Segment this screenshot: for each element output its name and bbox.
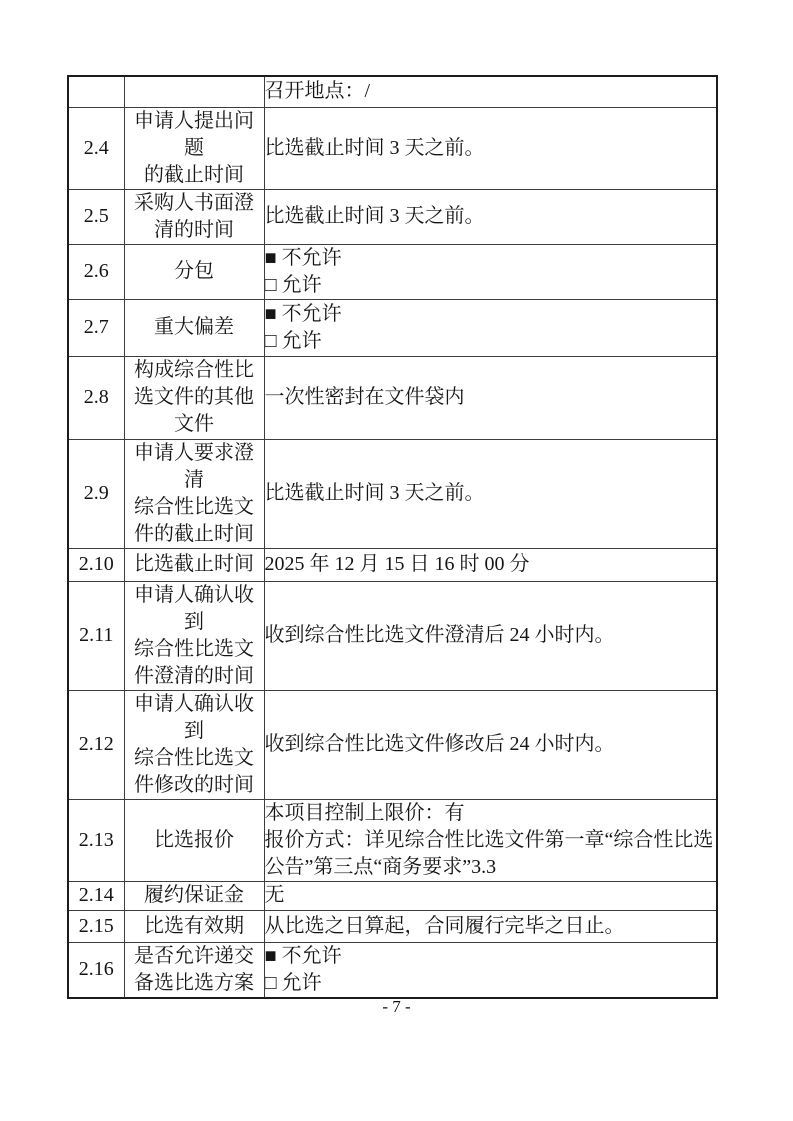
row-label: 比选截止时间 <box>124 548 264 581</box>
row-number <box>68 76 124 107</box>
content-line: 收到综合性比选文件澄清后 24 小时内。 <box>264 624 615 646</box>
row-content <box>264 244 717 299</box>
table-row <box>68 244 717 299</box>
content-line: 比选截止时间 3 天之前。 <box>264 136 485 159</box>
content-line: ■ 不允许 <box>264 246 342 269</box>
content-line: 收到综合性比选文件修改后 24 小时内。 <box>264 733 615 755</box>
table-body <box>68 76 717 998</box>
row-content <box>264 581 717 690</box>
content-line: 比选截止时间 3 天之前。 <box>264 205 485 227</box>
content-line: 从比选之日算起，合同履行完毕之日止。 <box>264 914 625 937</box>
content-line: 比选截止时间 3 天之前。 <box>264 482 485 504</box>
content-line: 召开地点：/ <box>264 80 371 103</box>
row-label: 分包 <box>124 244 264 299</box>
row-label: 履约保证金 <box>124 881 264 910</box>
row-number: 2.4 <box>68 107 124 189</box>
content-line: 本项目控制上限价：有 <box>264 801 465 824</box>
page-number: - 7 - <box>382 997 411 1016</box>
bid-conditions-table <box>67 75 718 999</box>
row-number: 2.13 <box>68 799 124 881</box>
row-label: 申请人提出问 题 的截止时间 <box>124 107 264 189</box>
content-line: ■ 不允许 <box>264 302 342 325</box>
row-label: 采购人书面澄 清的时间 <box>124 189 264 244</box>
row-label: 申请人确认收 到 综合性比选文 件修改的时间 <box>124 690 264 799</box>
row-label: 比选报价 <box>124 799 264 881</box>
table-row <box>68 107 717 189</box>
row-content <box>264 548 717 581</box>
row-number: 2.14 <box>68 881 124 910</box>
row-label: 申请人要求澄 清 综合性比选文 件的截止时间 <box>124 439 264 548</box>
table-row <box>68 439 717 548</box>
row-content <box>264 439 717 548</box>
row-label <box>124 76 264 107</box>
table-row <box>68 799 717 881</box>
row-number: 2.10 <box>68 548 124 581</box>
row-content <box>264 76 717 107</box>
content-line: □ 允许 <box>264 971 322 994</box>
row-content <box>264 690 717 799</box>
row-content <box>264 189 717 244</box>
table-row <box>68 189 717 244</box>
row-label: 构成综合性比 选文件的其他 文件 <box>124 356 264 439</box>
row-content <box>264 799 717 881</box>
table-row <box>68 910 717 942</box>
row-content <box>264 910 717 942</box>
row-label: 重大偏差 <box>124 299 264 356</box>
row-content <box>264 942 717 998</box>
table-row <box>68 548 717 581</box>
row-number: 2.12 <box>68 690 124 799</box>
content-line: □ 允许 <box>264 329 322 352</box>
row-content <box>264 881 717 910</box>
table-row <box>68 942 717 998</box>
table-row <box>68 356 717 439</box>
content-line: ■ 不允许 <box>264 944 342 967</box>
table-row <box>68 76 717 107</box>
row-number: 2.16 <box>68 942 124 998</box>
row-number: 2.7 <box>68 299 124 356</box>
row-label: 比选有效期 <box>124 910 264 942</box>
table-row <box>68 881 717 910</box>
row-content <box>264 299 717 356</box>
row-content <box>264 107 717 189</box>
row-label: 申请人确认收 到 综合性比选文 件澄清的时间 <box>124 581 264 690</box>
row-number: 2.5 <box>68 189 124 244</box>
content-line: 无 <box>264 884 285 906</box>
content-line: 一次性密封在文件袋内 <box>264 386 465 408</box>
content-line: 2025 年 12 月 15 日 16 时 00 分 <box>264 553 530 575</box>
row-number: 2.11 <box>68 581 124 690</box>
content-line: 报价方式：详见综合性比选文件第一章“综合性比选公告”第三点“商务要求”3.3 <box>264 828 714 878</box>
table-row <box>68 299 717 356</box>
row-label: 是否允许递交 备选比选方案 <box>124 942 264 998</box>
row-number: 2.8 <box>68 356 124 439</box>
row-number: 2.6 <box>68 244 124 299</box>
table-row <box>68 690 717 799</box>
row-number: 2.15 <box>68 910 124 942</box>
row-content <box>264 356 717 439</box>
content-line: □ 允许 <box>264 273 322 296</box>
table-row <box>68 581 717 690</box>
row-number: 2.9 <box>68 439 124 548</box>
